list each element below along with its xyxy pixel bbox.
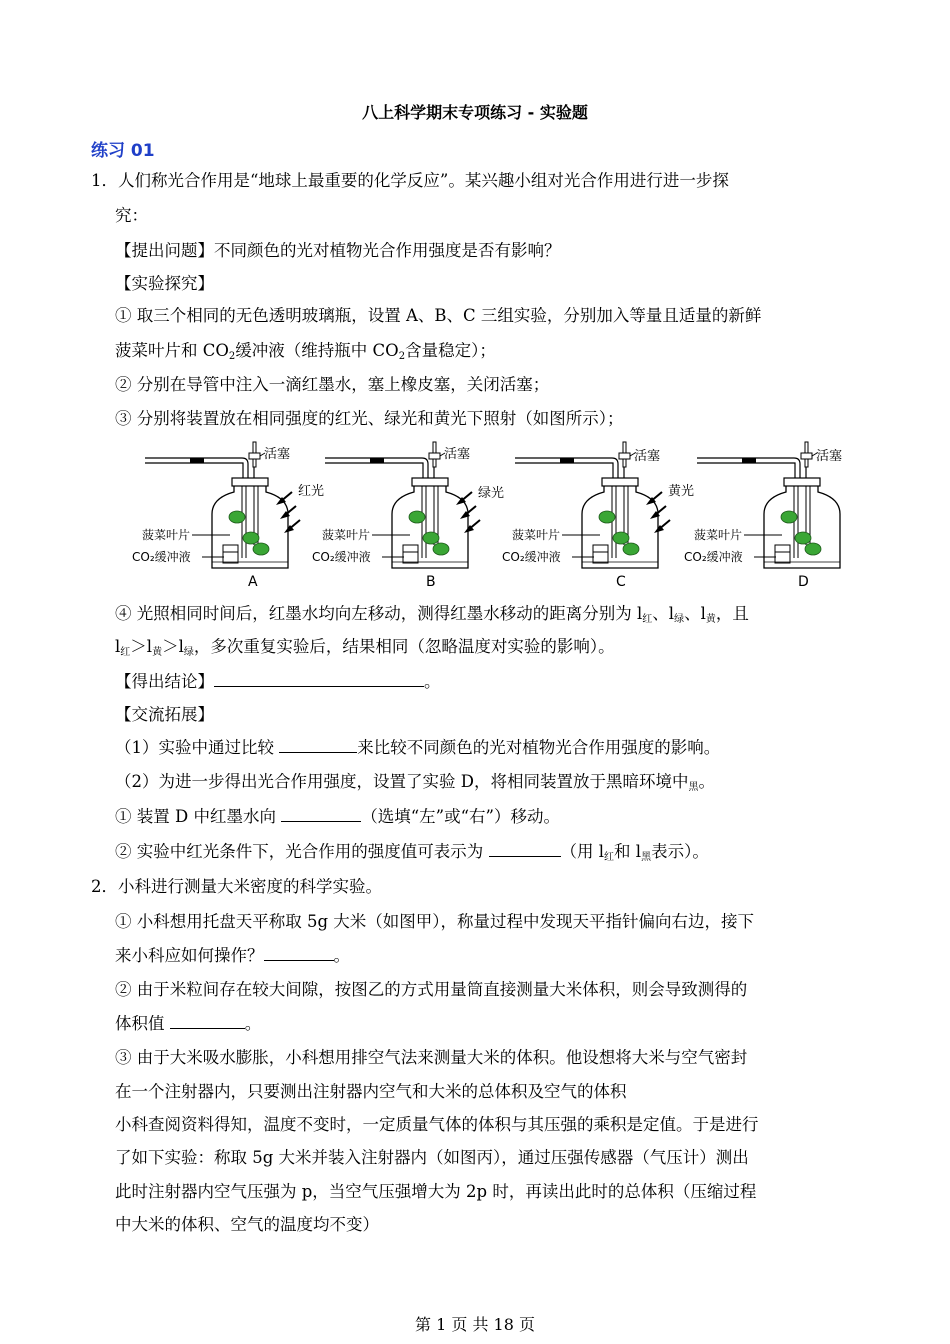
q2-part4-a: 小科查阅资料得知，温度不变时，一定质量气体的体积与其压强的乘积是定值。于是进行 [115, 1115, 759, 1134]
answer-blank-compare[interactable] [279, 737, 357, 753]
q2-part3-cont: 在一个注射器内，只要测出注射器内空气和大米的总体积及空气的体积 [115, 1082, 627, 1101]
q2-part3: ③ 由于大米吸水膨胀，小科想用排空气法来测量大米的体积。他设想将大米与空气密封 [115, 1048, 748, 1067]
section-heading: 练习 01 [91, 141, 155, 161]
q2-number: 2． [91, 877, 118, 896]
q1-explore-heading: 【实验探究】 [115, 274, 214, 293]
light-label-green: 绿光 [478, 486, 505, 501]
text: （1）实验中通过比较 [115, 738, 274, 757]
leaf-label-b: 菠菜叶片 [322, 528, 371, 542]
q1-extend-2 [115, 771, 715, 799]
label-d: D [798, 574, 809, 590]
q1-stem-line [91, 170, 729, 192]
buffer-label-d: CO₂缓冲液 [684, 550, 743, 564]
label-b: B [426, 574, 436, 590]
document-title: 八上科学期末专项练习 - 实验题 [362, 103, 588, 122]
q2-part4-d: 中大米的体积、空气的温度均不变） [115, 1215, 379, 1234]
page-footer: 第 1 页 共 18 页 [415, 1315, 535, 1334]
valve-label-c: 活塞 [634, 449, 661, 464]
leaf-label-c: 菠菜叶片 [512, 528, 561, 542]
q1-extend-4 [115, 841, 709, 869]
q2-stem-line [91, 876, 382, 898]
subscript: 黄 [152, 647, 163, 658]
valve-label-d: 活塞 [816, 449, 843, 464]
q1-conclusion [115, 671, 441, 693]
answer-blank-conclusion[interactable] [214, 671, 424, 687]
q1-stem-cont: 究： [115, 206, 148, 225]
text: （选填“左”或“右”）移动。 [361, 807, 560, 826]
apparatus-b [312, 442, 504, 590]
q1-number: 1． [91, 171, 118, 190]
answer-blank-intensity[interactable] [489, 841, 561, 857]
text: ，且 [715, 604, 749, 623]
light-label-yellow: 黄光 [668, 484, 695, 499]
subscript: 绿 [183, 647, 194, 658]
text: 表示）。 [651, 842, 709, 861]
q2-part2: ② 由于米粒间存在较大间隙，按图乙的方式用量筒直接测量大米体积，则会导致测得的 [115, 980, 748, 999]
q2-part2-cont [115, 1013, 261, 1035]
subscript: 红 [642, 614, 653, 625]
q2-part1: ① 小科想用托盘天平称取 5g 大米（如图甲），称量过程中发现天平指针偏向右边，接下 [115, 912, 755, 931]
text: 菠菜叶片和 CO [115, 341, 229, 360]
valve-label-b: 活塞 [444, 447, 471, 462]
text: ，多次重复实验后，结果相同（忽略温度对实验的影响）。 [193, 637, 615, 656]
label-a: A [248, 574, 258, 590]
q1-stem: 人们称光合作用是“地球上最重要的化学反应”。某兴趣小组对光合作用进行进一步探 [118, 171, 729, 190]
buffer-label-a: CO₂缓冲液 [132, 550, 191, 564]
answer-blank-direction[interactable] [281, 806, 361, 822]
text: 来比较不同颜色的光对植物光合作用强度的影响。 [357, 738, 721, 757]
text: l [115, 637, 121, 656]
text: （2）为进一步得出光合作用强度，设置了实验 D，将相同装置放于黑暗环境中 [115, 772, 689, 791]
text: ＞l [162, 637, 184, 656]
text: 体积值 [115, 1014, 165, 1033]
text: ＞l [130, 637, 153, 656]
q1-step1-cont [115, 340, 496, 368]
apparatus-c [502, 442, 694, 590]
q2-stem: 小科进行测量大米密度的科学实验。 [118, 877, 382, 896]
text: 缓冲液（维持瓶中 CO [235, 341, 399, 360]
label-c: C [616, 574, 626, 590]
answer-blank-volume[interactable] [170, 1013, 245, 1029]
q1-step3: ③ 分别将装置放在相同强度的红光、绿光和黄光下照射（如图所示）； [115, 409, 624, 428]
q2-part1-cont [115, 945, 350, 967]
q1-extend-1 [115, 737, 720, 759]
subscript: 黑 [641, 852, 652, 863]
light-label-red: 红光 [298, 484, 325, 499]
text: ② 实验中红光条件下，光合作用的强度值可表示为 [115, 842, 484, 861]
text: ① 装置 D 中红墨水向 [115, 807, 276, 826]
text: 。 [244, 1014, 262, 1033]
q1-step2: ② 分别在导管中注入一滴红墨水，塞上橡皮塞，关闭活塞； [115, 375, 550, 394]
subscript: 黄 [705, 614, 716, 625]
q1-extend-heading: 【交流拓展】 [115, 705, 214, 724]
text: 、l [652, 604, 675, 623]
text: ④ 光照相同时间后，红墨水均向左移动，测得红墨水移动的距离分别为 l [115, 604, 643, 623]
buffer-label-c: CO₂缓冲液 [502, 550, 561, 564]
q1-step4 [115, 603, 749, 631]
buffer-label-b: CO₂缓冲液 [312, 550, 371, 564]
subscript: 红 [120, 647, 131, 658]
leaf-label-a: 菠菜叶片 [142, 528, 191, 542]
q1-step1: ① 取三个相同的无色透明玻璃瓶，设置 A、B、C 三组实验，分别加入等量且适量的新鲜 [115, 306, 762, 325]
subscript: 2 [398, 351, 406, 362]
subscript: 绿 [674, 614, 685, 625]
subscript: 红 [604, 852, 615, 863]
experiment-figure [130, 440, 860, 590]
subscript: 2 [228, 351, 236, 362]
text: 。 [333, 946, 350, 965]
q1-question: 【提出问题】不同颜色的光对植物光合作用强度是否有影响？ [115, 241, 561, 260]
q1-step4-cont [115, 636, 615, 664]
text: 和 l [614, 842, 642, 861]
apparatus-a [132, 442, 324, 590]
q2-part4-c: 此时注射器内空气压强为 p，当空气压强增大为 2p 时，再读出此时的总体积（压缩过程 [115, 1182, 757, 1201]
valve-label-a: 活塞 [264, 447, 291, 462]
text: 。 [424, 672, 441, 691]
text: （用 l [560, 842, 605, 861]
leaf-label-d: 菠菜叶片 [694, 528, 743, 542]
answer-blank-operation[interactable] [264, 945, 334, 961]
q1-extend-3 [115, 806, 560, 828]
q2-part4-b: 了如下实验：称取 5g 大米并装入注射器内（如图丙），通过压强传感器（气压计）测出 [115, 1148, 749, 1167]
text: 含量稳定）； [405, 341, 496, 360]
text: 。 [698, 772, 715, 791]
text: 来小科应如何操作？ [115, 946, 264, 965]
text: 、l [684, 604, 706, 623]
apparatus-d [684, 442, 842, 590]
text: 【得出结论】 [115, 672, 214, 691]
subscript: 黑 [688, 782, 699, 793]
